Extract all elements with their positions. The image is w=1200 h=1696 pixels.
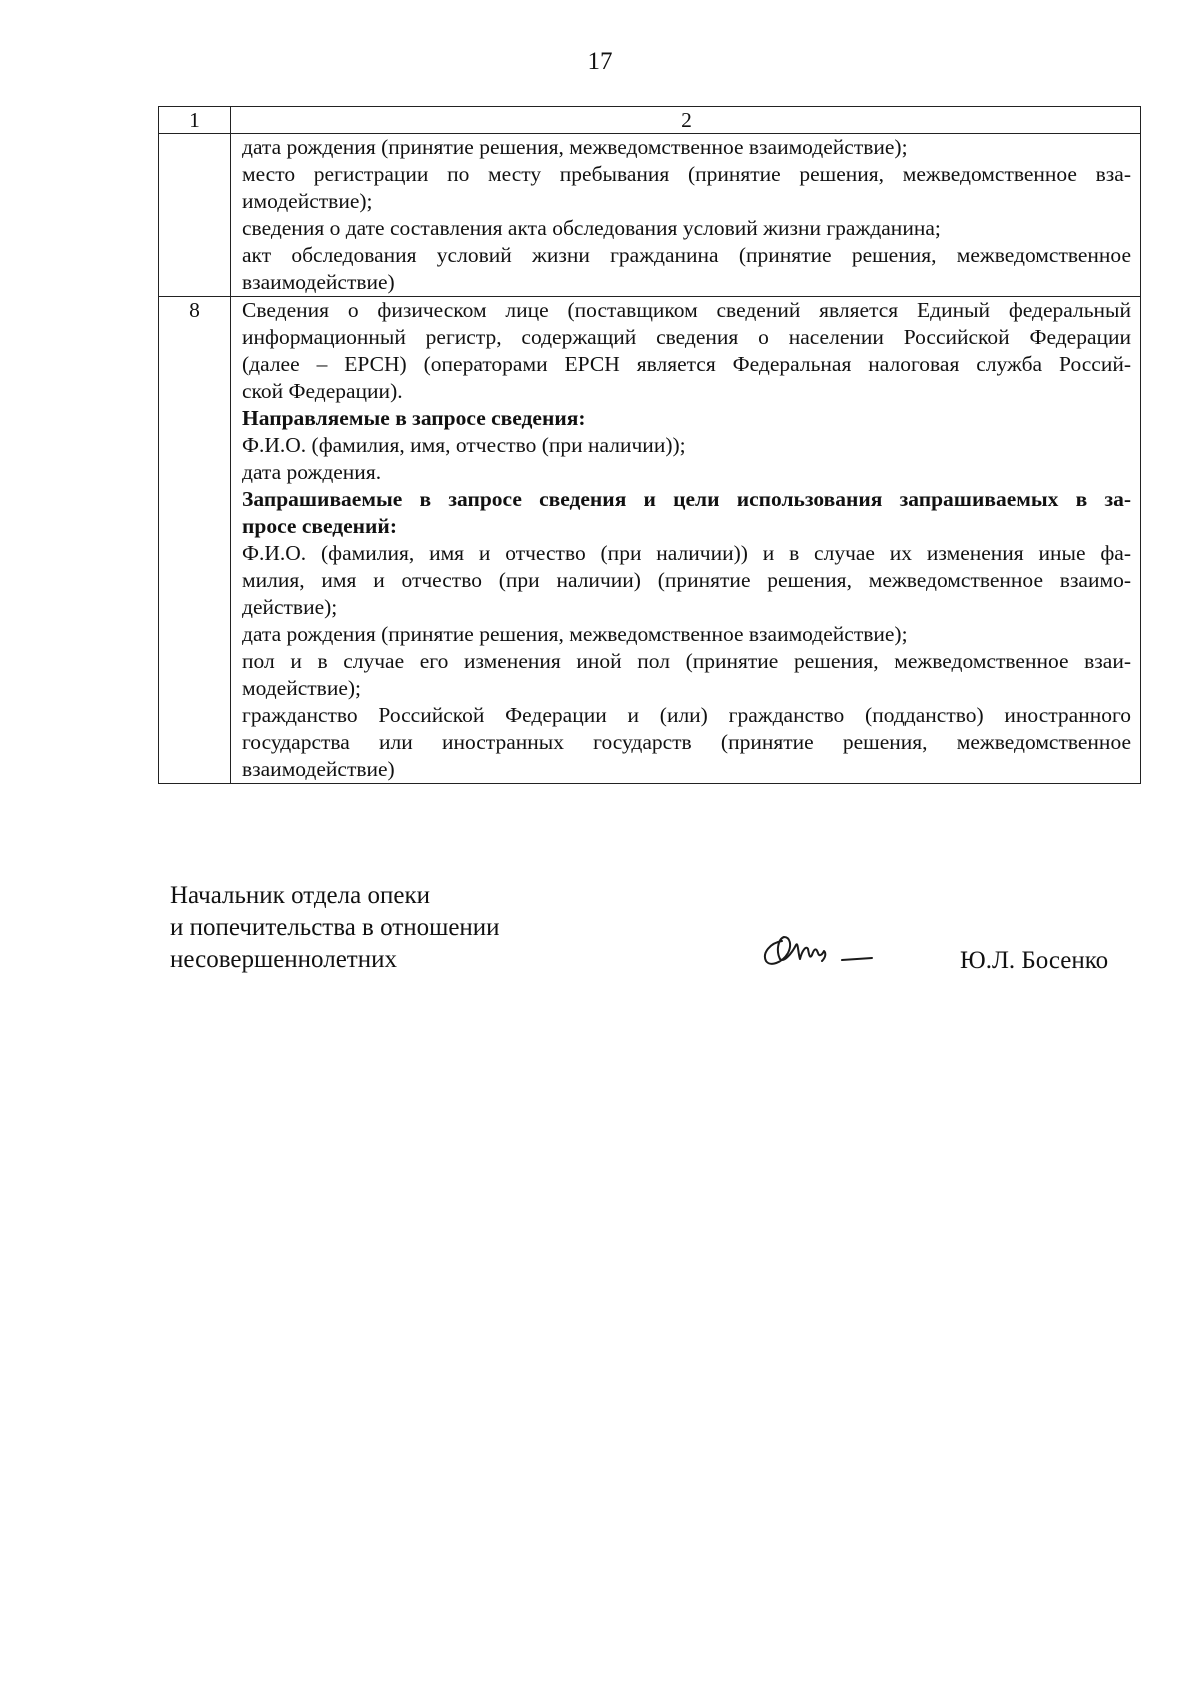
text-line: место регистрации по месту пребывания (принятие решения, межведомственное вза- <box>242 162 1131 186</box>
text-line: (далее – ЕРСН) (операторами ЕРСН является Федеральная налоговая служба Россий- <box>242 352 1131 376</box>
section-heading: Направляемые в запросе сведения: <box>242 406 586 430</box>
text-line: дата рождения. <box>242 460 382 484</box>
text-line: действие); <box>242 595 338 619</box>
handwritten-signature <box>752 923 892 973</box>
document-table <box>158 106 1141 784</box>
table-row <box>159 297 1141 784</box>
row-number: 8 <box>159 297 231 784</box>
text-line: Ф.И.О. (фамилия, имя и отчество (при наличии)) и в случае их изменения иные фа- <box>242 541 1131 565</box>
text-line: сведения о дате составления акта обследования условий жизни гражданина; <box>242 216 941 240</box>
table-header-row <box>159 107 1141 134</box>
section-heading: Запрашиваемые в запросе сведения и цели использования запрашиваемых в за- <box>242 487 1131 511</box>
section-heading: просе сведений: <box>242 514 397 538</box>
text-line: информационный регистр, содержащий сведения о населении Российской Федерации <box>242 325 1131 349</box>
text-line: акт обследования условий жизни гражданина (принятие решения, межведомственное <box>242 243 1131 267</box>
text-line: модействие); <box>242 676 361 700</box>
text-line: дата рождения (принятие решения, межведомственное взаимодействие); <box>242 622 908 646</box>
row-content <box>231 134 1141 297</box>
position-line: несовершеннолетних <box>170 946 397 973</box>
text-line: ской Федерации). <box>242 379 403 403</box>
row-content <box>231 297 1141 784</box>
text-line: Ф.И.О. (фамилия, имя, отчество (при наличии)); <box>242 433 686 457</box>
signer-name: Ю.Л. Босенко <box>960 947 1109 974</box>
text-line: государства или иностранных государств (принятие решения, межведомственное <box>242 730 1131 754</box>
position-line: Начальник отдела опеки <box>170 882 430 909</box>
text-line: имодействие); <box>242 189 373 213</box>
text-line: взаимодействие) <box>242 270 395 294</box>
text-line: милия, имя и отчество (при наличии) (принятие решения, межведомственное взаимо- <box>242 568 1131 592</box>
text-line: Сведения о физическом лице (поставщиком сведений является Единый федеральный <box>242 298 1131 322</box>
text-line: пол и в случае его изменения иной пол (принятие решения, межведомственное взаи- <box>242 649 1131 673</box>
text-line: дата рождения (принятие решения, межведомственное взаимодействие); <box>242 135 908 159</box>
header-col-1: 1 <box>159 107 231 134</box>
page-number: 17 <box>587 48 613 75</box>
text-line: гражданство Российской Федерации и (или) гражданство (подданство) иностранного <box>242 703 1131 727</box>
table-row <box>159 134 1141 297</box>
position-line: и попечительства в отношении <box>170 914 500 941</box>
signatory-position <box>170 880 500 976</box>
row-number <box>159 134 231 297</box>
text-line: взаимодействие) <box>242 757 395 781</box>
header-col-2: 2 <box>231 107 1141 134</box>
